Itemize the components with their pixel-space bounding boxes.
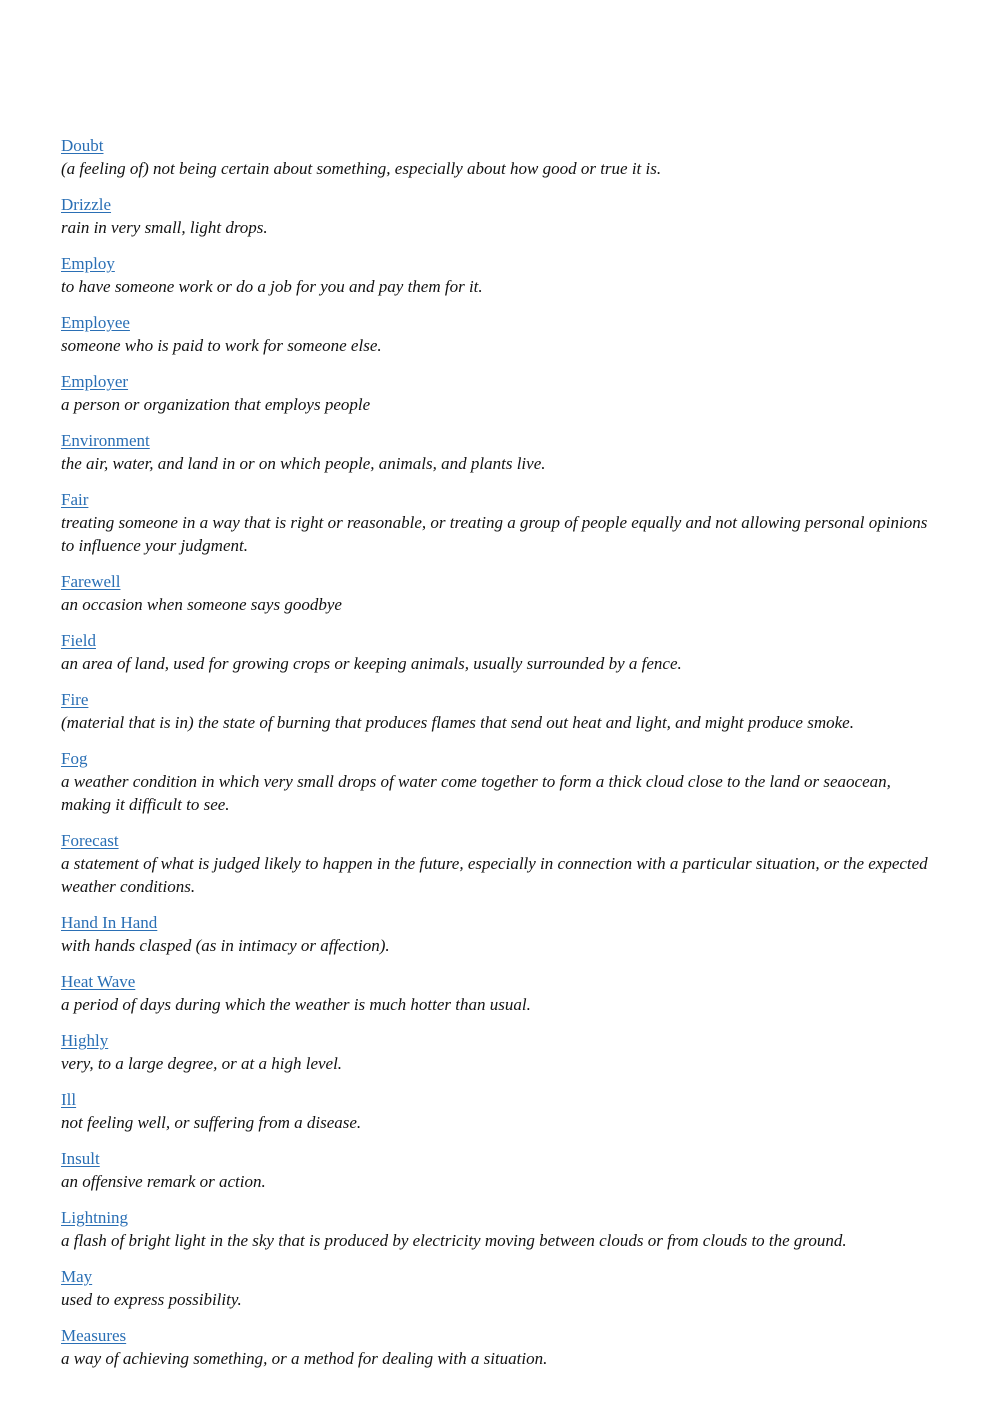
definition-drizzle: rain in very small, light drops. xyxy=(61,218,268,237)
definition-lightning: a flash of bright light in the sky that is produced by electricity moving between clouds or from clouds to the ground. xyxy=(61,1231,847,1250)
glossary-entry-farewell xyxy=(61,570,941,616)
term-link-fog[interactable]: Fog xyxy=(61,749,88,768)
term-link-employ[interactable]: Employ xyxy=(61,254,115,273)
glossary-entry-ill xyxy=(61,1088,941,1134)
definition-ill: not feeling well, or suffering from a disease. xyxy=(61,1113,362,1132)
definition-employee: someone who is paid to work for someone else. xyxy=(61,336,382,355)
definition-employer: a person or organization that employs people xyxy=(61,395,371,414)
term-link-forecast[interactable]: Forecast xyxy=(61,831,119,850)
term-link-employee[interactable]: Employee xyxy=(61,313,130,332)
definition-highly: very, to a large degree, or at a high level. xyxy=(61,1054,343,1073)
term-link-farewell[interactable]: Farewell xyxy=(61,572,121,591)
term-link-drizzle[interactable]: Drizzle xyxy=(61,195,112,214)
term-link-hand-in-hand[interactable]: Hand In Hand xyxy=(61,913,158,932)
definition-employ: to have someone work or do a job for you and pay them for it. xyxy=(61,277,483,296)
glossary-entry-employee xyxy=(61,311,941,357)
definition-forecast: a statement of what is judged likely to happen in the future, especially in connection with a particular situation, or the expected weather conditions. xyxy=(61,854,928,896)
glossary-entry-drizzle xyxy=(61,193,941,239)
glossary-entry-employ xyxy=(61,252,941,298)
glossary-entry-lightning xyxy=(61,1206,941,1252)
glossary-entry-fog xyxy=(61,747,941,816)
glossary-entry-measures xyxy=(61,1324,941,1370)
glossary-list xyxy=(61,134,941,1383)
glossary-entry-highly xyxy=(61,1029,941,1075)
glossary-entry-fire xyxy=(61,688,941,734)
glossary-entry-environment xyxy=(61,429,941,475)
glossary-entry-doubt xyxy=(61,134,941,180)
definition-fire: (material that is in) the state of burning that produces flames that send out heat and light, and might produce smoke. xyxy=(61,713,854,732)
term-link-environment[interactable]: Environment xyxy=(61,431,150,450)
term-link-highly[interactable]: Highly xyxy=(61,1031,109,1050)
definition-hand-in-hand: with hands clasped (as in intimacy or affection). xyxy=(61,936,390,955)
glossary-entry-employer xyxy=(61,370,941,416)
definition-doubt: (a feeling of) not being certain about something, especially about how good or true it is. xyxy=(61,159,662,178)
term-link-doubt[interactable]: Doubt xyxy=(61,136,104,155)
definition-insult: an offensive remark or action. xyxy=(61,1172,266,1191)
term-link-ill[interactable]: Ill xyxy=(61,1090,77,1109)
definition-farewell: an occasion when someone says goodbye xyxy=(61,595,342,614)
term-link-may[interactable]: May xyxy=(61,1267,93,1286)
definition-fog: a weather condition in which very small drops of water come together to form a thick cloud close to the land or seaocean, making it difficult to see. xyxy=(61,772,891,814)
glossary-entry-fair xyxy=(61,488,941,557)
glossary-entry-heat-wave xyxy=(61,970,941,1016)
glossary-entry-may xyxy=(61,1265,941,1311)
term-link-field[interactable]: Field xyxy=(61,631,96,650)
glossary-entry-insult xyxy=(61,1147,941,1193)
definition-heat-wave: a period of days during which the weather is much hotter than usual. xyxy=(61,995,531,1014)
definition-measures: a way of achieving something, or a method for dealing with a situation. xyxy=(61,1349,548,1368)
term-link-employer[interactable]: Employer xyxy=(61,372,129,391)
glossary-entry-field xyxy=(61,629,941,675)
glossary-entry-forecast xyxy=(61,829,941,898)
term-link-lightning[interactable]: Lightning xyxy=(61,1208,129,1227)
definition-environment: the air, water, and land in or on which people, animals, and plants live. xyxy=(61,454,546,473)
term-link-fire[interactable]: Fire xyxy=(61,690,89,709)
definition-field: an area of land, used for growing crops or keeping animals, usually surrounded by a fence. xyxy=(61,654,682,673)
glossary-entry-hand-in-hand xyxy=(61,911,941,957)
term-link-measures[interactable]: Measures xyxy=(61,1326,127,1345)
term-link-heat-wave[interactable]: Heat Wave xyxy=(61,972,136,991)
definition-fair: treating someone in a way that is right or reasonable, or treating a group of people equally and not allowing personal opinions to influence your judgment. xyxy=(61,513,928,555)
term-link-fair[interactable]: Fair xyxy=(61,490,89,509)
definition-may: used to express possibility. xyxy=(61,1290,242,1309)
term-link-insult[interactable]: Insult xyxy=(61,1149,100,1168)
